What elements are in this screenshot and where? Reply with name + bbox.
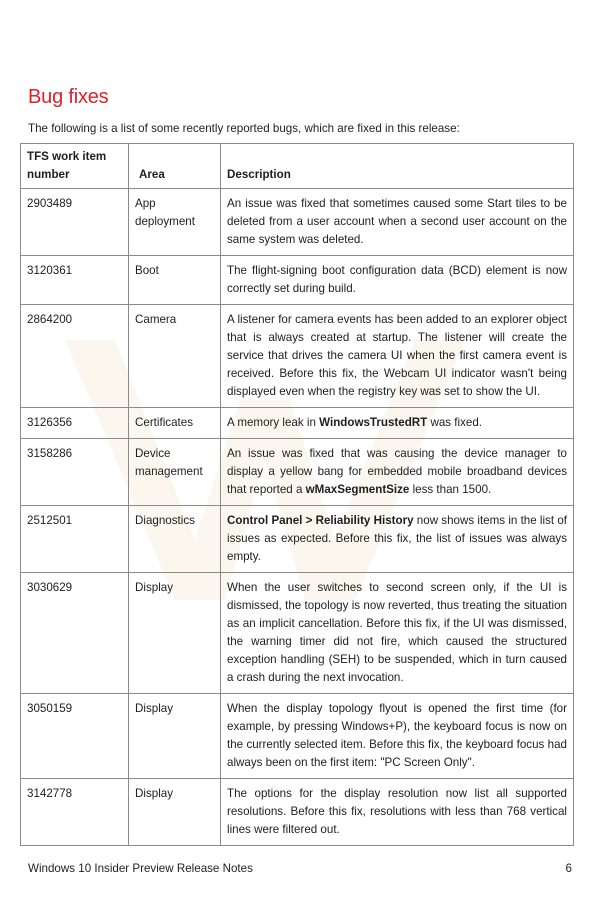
description-text: When the user switches to second screen only, if the UI is dismissed, the topology is now reverted, thus treating the situation as an implicit cancellation. Before this fix, if the UI was dismissed, the warning timer did not fire, which caused the structured exception handling (SEH) to be suspended, which in turn caused a crash during the next invocation. [227, 581, 567, 684]
description-text: now shows items in the list of issues as expected. Before this fix, the list of issues was always empty. [227, 514, 567, 563]
cell-work-item-number: 3120361 [21, 256, 129, 305]
header-area: Area [129, 144, 221, 189]
cell-description [221, 256, 574, 305]
bug-fixes-table [20, 143, 574, 846]
page-footer [28, 862, 572, 875]
table-row [21, 573, 574, 694]
description-text: A listener for camera events has been added to an explorer object that is always created at startup. The listener will create the service that drives the camera UI when the first camera event is received. Before this fix, the Webcam UI indicator wasn't being displayed even when the registry key was set to show the UI. [227, 313, 567, 398]
description-text: An issue was fixed that sometimes caused some Start tiles to be deleted from a user account when a second user account on the same system was deleted. [227, 197, 567, 246]
table-row [21, 305, 574, 408]
cell-area [129, 573, 221, 694]
cell-work-item-number: 3030629 [21, 573, 129, 694]
description-text: A memory leak in [227, 416, 320, 429]
intro-paragraph: The following is a list of some recently reported bugs, which are fixed in this release: [28, 122, 460, 135]
cell-description [221, 573, 574, 694]
area-line: Camera [135, 313, 177, 326]
description-emphasis: wMaxSegmentSize [305, 483, 410, 496]
cell-work-item-number: 3050159 [21, 694, 129, 779]
cell-work-item-number: 3126356 [21, 408, 129, 439]
footer-document-title: Windows 10 Insider Preview Release Notes [28, 862, 253, 875]
header-id-line1: TFS work item [27, 150, 107, 163]
header-tfs-work-item [21, 144, 129, 189]
cell-description [221, 189, 574, 256]
area-line: App [135, 197, 156, 210]
cell-work-item-number: 3142778 [21, 779, 129, 846]
cell-description [221, 694, 574, 779]
table-header-row [21, 144, 574, 189]
description-text: was fixed. [427, 416, 483, 429]
cell-area [129, 305, 221, 408]
cell-area [129, 189, 221, 256]
cell-area [129, 779, 221, 846]
description-emphasis: Control Panel > Reliability History [227, 514, 414, 527]
description-emphasis: WindowsTrustedRT [319, 416, 428, 429]
table-row [21, 439, 574, 506]
cell-area [129, 408, 221, 439]
description-text: When the display topology flyout is opened the first time (for example, by pressing Windows+P), the keyboard focus is now on the currently selected item. Before this fix, the keyboard focus had always been on the first item: "PC Screen Only". [227, 702, 567, 769]
description-text: less than 1500. [409, 483, 492, 496]
cell-work-item-number: 2512501 [21, 506, 129, 573]
section-heading: Bug fixes [28, 86, 109, 108]
cell-work-item-number: 2864200 [21, 305, 129, 408]
table-row [21, 779, 574, 846]
area-line: Device [135, 447, 171, 460]
area-line: Display [135, 787, 174, 800]
cell-description [221, 779, 574, 846]
cell-work-item-number: 3158286 [21, 439, 129, 506]
table-row [21, 408, 574, 439]
table-row [21, 694, 574, 779]
description-text: The options for the display resolution now list all supported resolutions. Before this fix, resolutions with less than 768 vertical lines were filtered out. [227, 787, 567, 836]
cell-area [129, 506, 221, 573]
cell-area [129, 256, 221, 305]
area-line: Display [135, 581, 174, 594]
area-line: deployment [135, 215, 195, 228]
area-line: Certificates [135, 416, 193, 429]
cell-description [221, 506, 574, 573]
header-description: Description [221, 144, 574, 189]
cell-description [221, 408, 574, 439]
footer-page-number: 6 [565, 862, 572, 875]
table-row [21, 506, 574, 573]
table-row [21, 189, 574, 256]
description-text: The flight-signing boot configuration data (BCD) element is now correctly set during build. [227, 264, 567, 295]
cell-area [129, 694, 221, 779]
table-row [21, 256, 574, 305]
cell-work-item-number: 2903489 [21, 189, 129, 256]
description-text: An issue was fixed that was causing the device manager to display a yellow bang for embedded mobile broadband devices that reported a [227, 447, 567, 496]
area-line: Boot [135, 264, 159, 277]
cell-description [221, 439, 574, 506]
area-line: Display [135, 702, 174, 715]
header-id-line2: number [27, 168, 70, 181]
area-line: management [135, 465, 203, 478]
cell-area [129, 439, 221, 506]
cell-description [221, 305, 574, 408]
area-line: Diagnostics [135, 514, 195, 527]
